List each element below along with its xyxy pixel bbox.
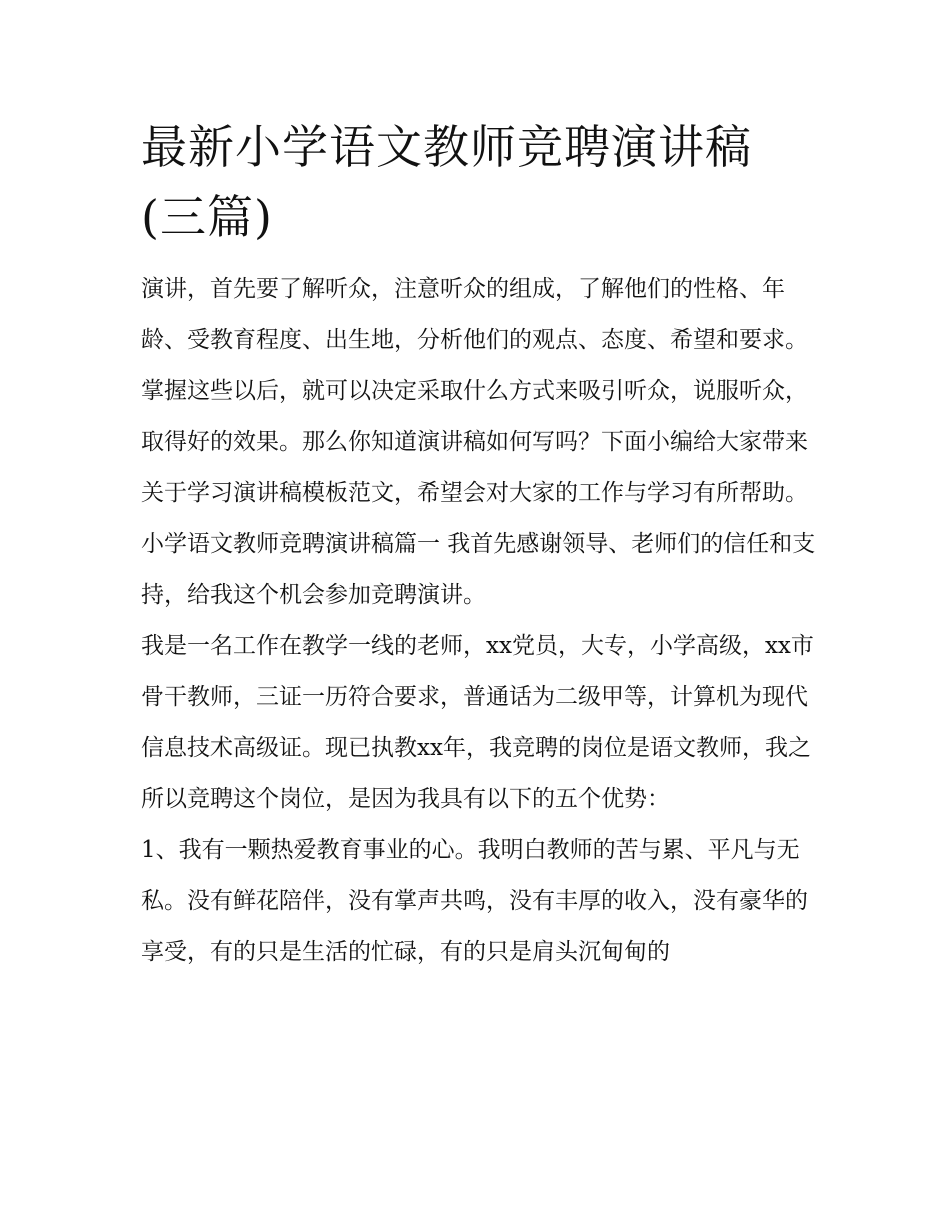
document-body [141,112,816,978]
document-title: 最新小学语文教师竞聘演讲稿(三篇) [141,120,752,244]
speech-opening-paragraph: 小学语文教师竞聘演讲稿篇一 我首先感谢领导、老师们的信任和支持，给我这个机会参加竞聘演讲。 [141,531,816,608]
advantage-one-paragraph: 1、我有一颗热爱教育事业的心。我明白教师的苦与累、平凡与无私。没有鲜花陪伴，没有掌声共鸣，没有丰厚的收入，没有豪华的享受，有的只是生活的忙碌，有的只是肩头沉甸甸的 [141,837,808,965]
self-introduction-paragraph: 我是一名工作在教学一线的老师，xx党员，大专，小学高级，xx市骨干教师，三证一历符合要求，普通话为二级甲等，计算机为现代信息技术高级证。现已执教xx年，我竞聘的岗位是语文教师，我之所以竞聘这个岗位，是因为我具有以下的五个优势： [141,633,814,812]
intro-paragraph: 演讲，首先要了解听众，注意听众的组成，了解他们的性格、年龄、受教育程度、出生地，分析他们的观点、态度、希望和要求。掌握这些以后，就可以决定采取什么方式来吸引听众，说服听众，取得好的效果。那么你知道演讲稿如何写吗？下面小编给大家带来关于学习演讲稿模板范文，希望会对大家的工作与学习有所帮助。 [141,276,808,506]
